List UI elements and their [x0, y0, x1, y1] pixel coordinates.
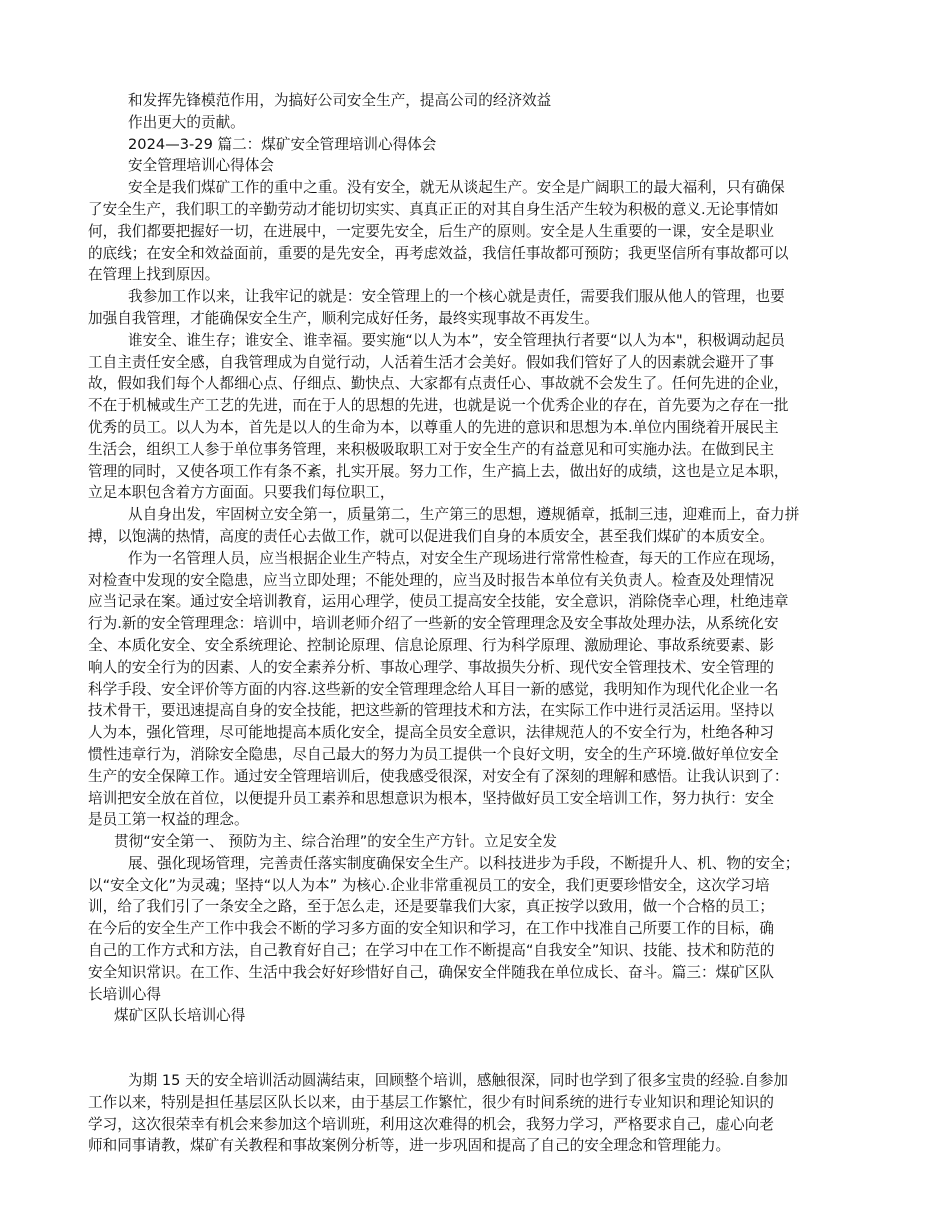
text-line: 加强自我管理，才能确保安全生产，顺利完成好任务，最终实现事故不再发生。 [88, 309, 599, 327]
text-line: 展、强化现场管理，完善责任落实制度确保安全生产。以科技进步为手段，不断提升人、机、物的安全； [128, 854, 800, 872]
text-line: 技术骨干，要迅速提高自身的安全技能，把这些新的管理技术和方法，在实际工作中进行灵活运用。坚持以 [88, 702, 774, 720]
text-line: 不在于机械或生产工艺的先进，而在于人的思想的先进，也就是说一个优秀企业的存在，首先要为之存在一批 [88, 397, 789, 415]
text-line: 为期 15 天的安全培训活动圆满结束，回顾整个培训，感触很深，同时也学到了很多宝贵的经验.自参加 [128, 1072, 789, 1089]
text-line: 贯彻“安全第一、 预防为主、综合治理”的安全生产方针。立足安全发 [114, 833, 557, 851]
text-line: 以“安全文化”为灵魂；坚持“以人为本” 为核心.企业非常重视员工的安全，我们更要珍惜安全，这次学习培 [88, 876, 770, 894]
text-line: 科学手段、安全评价等方面的内容.这些新的安全管理理念给人耳目一新的感觉，我明知作为现代化企业一名 [88, 680, 779, 698]
text-line: 自己的工作方式和方法，自己教育好自己；在学习中在工作不断提高“自我安全”知识、技能、技术和防范的 [88, 942, 775, 960]
text-line: 何，我们都要把握好一切，在进展中，一定要先安全，后生产的原则。安全是人生重要的一课，安全是职业 [88, 222, 774, 240]
text-line: 故，假如我们每个人都细心点、仔细点、勤快点、大家都有点责任心、事故就不会发生了。任何先进的企业， [88, 375, 789, 393]
text-line: 作出更大的贡献。 [128, 113, 245, 131]
text-line: 立足本职包含着方方面面。只要我们每位职工， [88, 484, 395, 502]
text-line: 安全知识常识。在工作、生活中我会好好珍惜好自己，确保安全伴随我在单位成长、奋斗。篇三：煤矿区队 [88, 963, 774, 981]
text-line: 培训把安全放在首位，以便提升员工素养和思想意识为根本，坚持做好员工安全培训工作，努力执行：安全 [88, 789, 774, 807]
text-line: 应当记录在案。通过安全培训教育，运用心理学，使员工提高安全技能，安全意识，消除侥幸心理，杜绝违章 [88, 593, 789, 611]
text-line: 行为.新的安全管理理念：培训中，培训老师介绍了一些新的安全管理理念及安全事故处理办法，从系统化安 [88, 615, 779, 633]
text-line: 是员工第一权益的理念。 [88, 811, 249, 829]
text-line: 和发挥先锋模范作用，为搞好公司安全生产，提高公司的经济效益 [128, 92, 552, 109]
text-line: 工自主责任安全感，自我管理成为自觉行动，人活着生活才会美好。假如我们管好了人的因素就会避开了事 [88, 353, 774, 371]
text-line: 作为一名管理人员，应当根据企业生产特点，对安全生产现场进行常常性检查，每天的工作应在现场， [128, 549, 785, 567]
text-line: 全、本质化安全、安全系统理论、控制论原理、信息论原理、行为科学原理、激励理论、事故系统要素、影 [88, 636, 774, 654]
document-body-top [88, 90, 878, 1027]
text-line: 从自身出发，牢固树立安全第一，质量第二，生产第三的思想，遵规循章，抵制三违，迎难而上，奋力拼 [128, 506, 800, 524]
text-line: 搏，以饱满的热情，高度的责任心去做工作，就可以促进我们自身的本质安全，甚至我们煤矿的本质安全。 [88, 527, 774, 545]
text-line: 管理的同时，又使各项工作有条不紊，扎实开展。努力工作，生产搞上去，做出好的成绩，这也是立足本职， [88, 462, 789, 480]
section-title: 安全管理培训心得体会 [128, 157, 274, 175]
text-line: 生活会，组织工人参于单位事务管理，来积极吸取职工对于安全生产的有益意见和可实施办法。在做到民主 [88, 440, 774, 458]
text-line: 生产的安全保障工作。通过安全管理培训后，使我感受很深，对安全有了深刻的理解和感悟。让我认识到了： [88, 767, 789, 785]
section-heading: 2024—3-29 篇二：煤矿安全管理培训心得体会 [128, 135, 437, 153]
text-line: 优秀的员工。以人为本，首先是以人的生命为本，以尊重人的先进的意识和思想为本.单位内围绕着开展民主 [88, 418, 779, 436]
text-line: 人为本，强化管理，尽可能地提高本质化安全，提高全员安全意识，法律规范人的不安全行为，杜绝各种习 [88, 724, 774, 742]
section-title: 煤矿区队长培训心得 [114, 1007, 246, 1025]
text-line: 师和同事请教，煤矿有关教程和事故案例分析等，进一步巩固和提高了自己的安全理念和管理能力。 [88, 1137, 731, 1155]
text-line: 工作以来，特别是担任基层区队长以来，由于基层工作繁忙，很少有时间系统的进行专业知识和理论知识的 [88, 1093, 774, 1111]
text-line: 对检查中发现的安全隐患，应当立即处理；不能处理的，应当及时报告本单位有关负责人。检查及处理情况 [88, 571, 774, 589]
text-line: 训，给了我们引了一条安全之路，至于怎么走，还是要靠我们大家，真正按学以致用，做一个合格的员工； [88, 898, 774, 916]
text-line: 学习，这次很荣幸有机会来参加这个培训班，利用这次难得的机会，我努力学习，严格要求自己，虚心向老 [88, 1115, 774, 1133]
text-line: 在管理上找到原因。 [88, 266, 220, 284]
document-body-bottom [88, 1070, 878, 1157]
text-line: 响人的安全行为的因素、人的安全素养分析、事故心理学、事故损失分析、现代安全管理技术、安全管理的 [88, 658, 774, 676]
text-line: 谁安全、谁生存；谁安全、谁幸福。要实施“以人为本”，安全管理执行者要“以人为本"，积极调动起员 [128, 331, 785, 349]
text-line: 长培训心得 [88, 985, 161, 1003]
text-line: 惯性违章行为，消除安全隐患，尽自己最大的努力为员工提供一个良好文明，安全的生产环境.做好单位安全 [88, 745, 779, 763]
text-line: 安全是我们煤矿工作的重中之重。没有安全，就无从谈起生产。安全是广阔职工的最大福利，只有确保 [128, 179, 785, 197]
text-line: 的底线；在安全和效益面前，重要的是先安全，再考虑效益，我信任事故都可预防；我更坚信所有事故都可以 [88, 244, 789, 262]
text-line: 我参加工作以来，让我牢记的就是：安全管理上的一个核心就是责任，需要我们服从他人的管理，也要 [128, 288, 785, 306]
text-line: 了安全生产，我们职工的辛勤劳动才能切切实实、真真正正的对其自身生活产生较为积极的意义.无论事情如 [88, 200, 779, 218]
text-line: 在今后的安全生产工作中我会不断的学习多方面的安全知识和学习，在工作中找准自己所要工作的目标，确 [88, 920, 774, 938]
